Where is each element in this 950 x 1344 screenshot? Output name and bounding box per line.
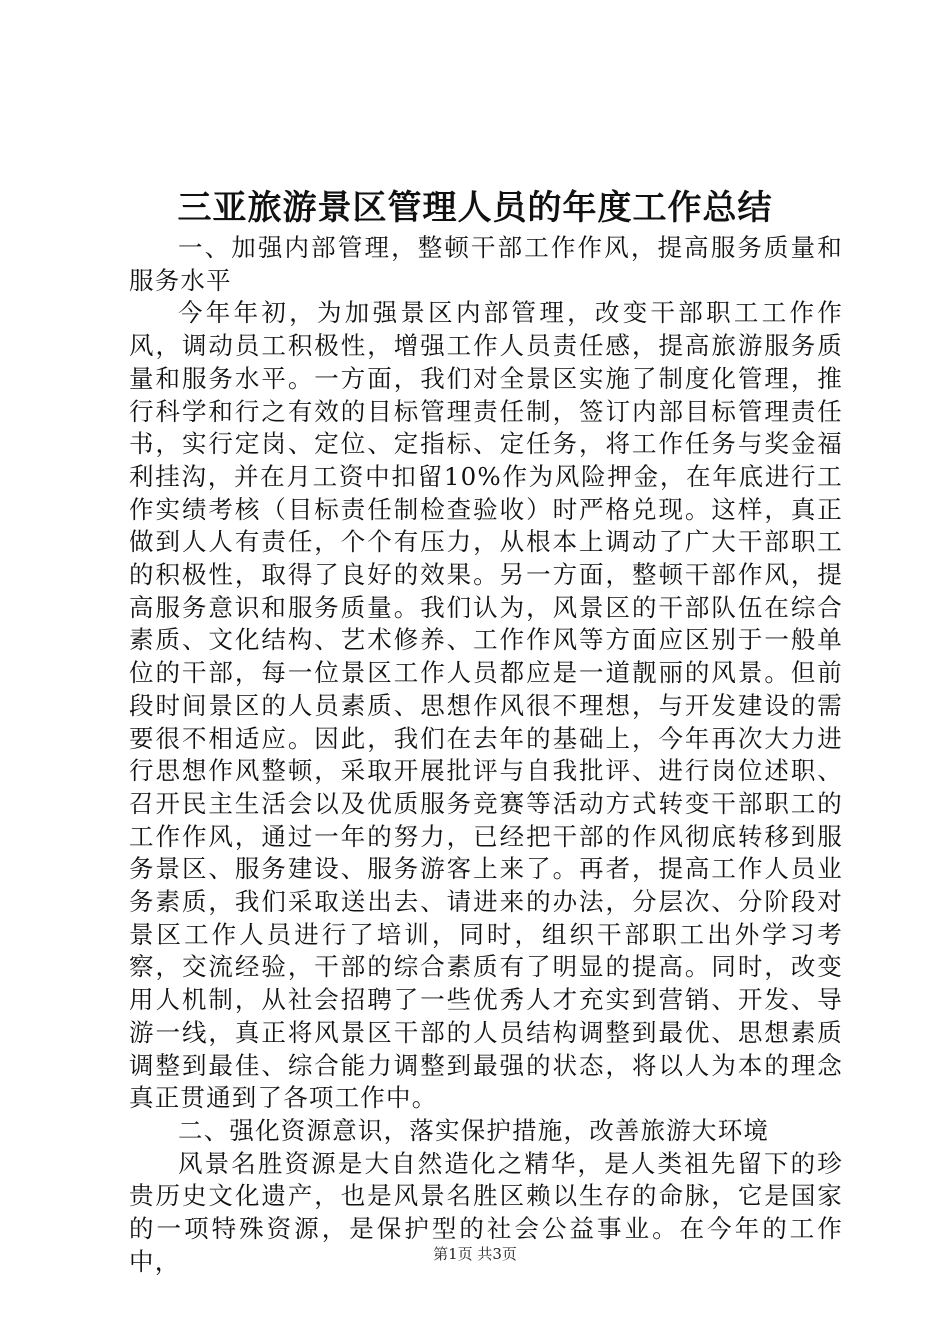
section-heading-2: 二、强化资源意识，落实保护措施，改善旅游大环境 bbox=[178, 1115, 770, 1145]
paragraph-body-2: 风景名胜资源是大自然造化之精华，是人类祖先留下的珍贵历史文化遗产，也是风景名胜区赖以生存的命脉，它是国家的一项特殊资源，是保护型的社会公益事业。在今年的工作中， bbox=[129, 1148, 843, 1276]
section-heading-1: 一、加强内部管理，整顿干部工作作风，提高服务质量和服务水平 bbox=[129, 233, 843, 295]
document-body bbox=[129, 232, 843, 1279]
page-footer: 第1页 共3页 bbox=[433, 1245, 517, 1263]
document-title: 三亚旅游景区管理人员的年度工作总结 bbox=[177, 188, 773, 228]
paragraph-body-1: 今年年初，为加强景区内部管理，改变干部职工工作作风，调动员工积极性，增强工作人员责任感，提高旅游服务质量和服务水平。一方面，我们对全景区实施了制度化管理，推行科学和行之有效的目标管理责任制，签订内部目标管理责任书，实行定岗、定位、定指标、定任务，将工作任务与奖金福利挂沟，并在月工资中扣留10%作为风险押金，在年底进行工作实绩考核（目标责任制检查验收）时严格兑现。这样，真正做到人人有责任，个个有压力，从根本上调动了广大干部职工的积极性，取得了良好的效果。另一方面，整顿干部作风，提高服务意识和服务质量。我们认为，风景区的干部队伍在综合素质、文化结构、艺术修养、工作作风等方面应区别于一般单位的干部，每一位景区工作人员都应是一道靓丽的风景。但前段时间景区的人员素质、思想作风很不理想，与开发建设的需要很不相适应。因此，我们在去年的基础上，今年再次大力进行思想作风整顿，采取开展批评与自我批评、进行岗位述职、召开民主生活会以及优质服务竞赛等活动方式转变干部职工的工作作风，通过一年的努力，已经把干部的作风彻底转移到服务景区、服务建设、服务游客上来了。再者，提高工作人员业务素质，我们采取送出去、请进来的办法，分层次、分阶段对景区工作人员进行了培训，同时，组织干部职工出外学习考察，交流经验，干部的综合素质有了明显的提高。同时，改变用人机制，从社会招聘了一些优秀人才充实到营销、开发、导游一线，真正将风景区干部的人员结构调整到最优、思想素质调整到最佳、综合能力调整到最强的状态，将以人为本的理念真正贯通到了各项工作中。 bbox=[129, 298, 843, 1113]
